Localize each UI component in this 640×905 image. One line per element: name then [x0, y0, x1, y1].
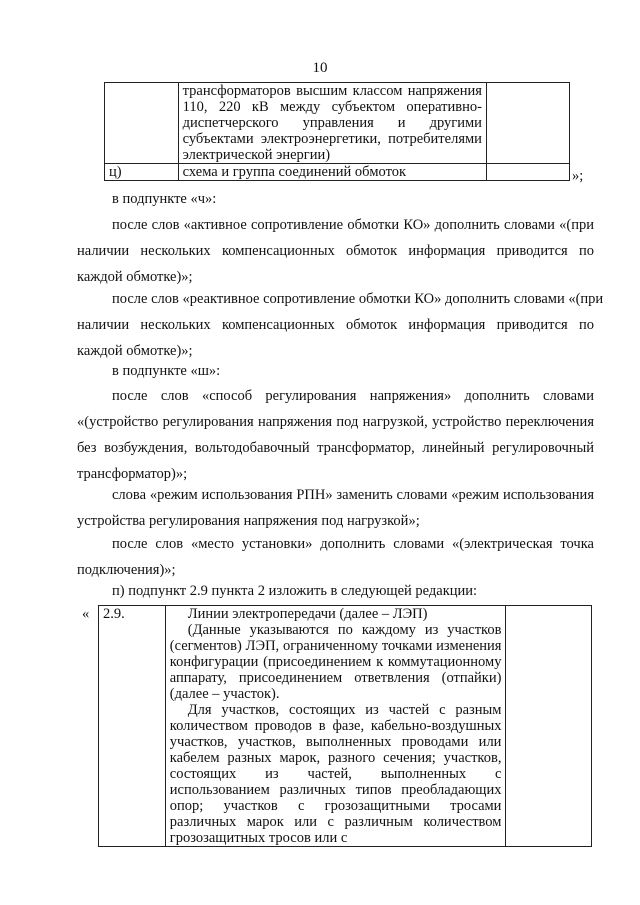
- paragraph-first-line: после слов «активное сопротивление обмотки КО» дополнить словами «(при: [112, 217, 594, 233]
- new-edition-table: [98, 605, 592, 847]
- row-code: ц): [105, 164, 179, 181]
- item-heading: Линии электропередачи (далее – ЛЭП): [187, 606, 428, 622]
- paragraph-continuation: наличии нескольких компенсационных обмоток информация приводится по каждой обмотке)»;: [77, 243, 594, 285]
- item-description: Для участков, состоящих из частей с разным количеством проводов в фазе, кабельно-воздушных участков, участков, выполненных проводами или кабелем разных марок, разного сечения; участков, состоящих из частей, выполненных с использованием различных типов преобладающих опор; участков с грозозащитными тросами различных марок или с различным количеством грозозащитных тросов или с: [169, 702, 502, 846]
- table-row: [105, 83, 570, 164]
- paragraph-continuation: «(устройство регулирования напряжения под нагрузкой, устройство переключения без возбуждения, вольтодобавочный трансформатор, линейный регулировочный трансформатор)»;: [77, 414, 594, 482]
- paragraph-continuation: подключения)»;: [77, 562, 176, 578]
- table-cell-empty: [486, 83, 569, 164]
- paragraph-voltage-regulation: [77, 383, 594, 487]
- table-cell-empty: [506, 606, 592, 847]
- table-row: [105, 164, 570, 181]
- closing-quote: »;: [572, 168, 584, 184]
- paragraph-rpn-mode: [77, 482, 594, 534]
- paragraph-reactive-resistance: [77, 286, 604, 364]
- paragraph-first-line: после слов «способ регулирования напряжения» дополнить словами: [112, 388, 594, 404]
- paragraph-item-p: п) подпункт 2.9 пункта 2 изложить в следующей редакции:: [112, 583, 478, 599]
- item-description: (Данные указываются по каждому из участков (сегментов) ЛЭП, ограниченному точками изменения конфигурации (присоединением к коммутационному аппарату, присоединением ответвления (отпайки) (далее – участок).: [169, 622, 502, 702]
- row-text: схема и группа соединений обмоток: [178, 164, 486, 181]
- page-number: 10: [312, 60, 328, 76]
- paragraph-subitem-sh: в подпункте «ш»:: [112, 363, 221, 379]
- paragraph-continuation: устройства регулирования напряжения под нагрузкой»;: [77, 513, 420, 529]
- paragraph-first-line: слова «режим использования РПН» заменить словами «режим использования: [112, 487, 594, 503]
- item-content: [165, 606, 506, 847]
- paragraph-first-line: после слов «реактивное сопротивление обмотки КО» дополнить словами «(при: [112, 291, 604, 307]
- table-cell-empty: [105, 83, 179, 164]
- continued-table: [104, 82, 570, 181]
- paragraph-first-line: после слов «место установки» дополнить словами «(электрическая точка: [112, 536, 594, 552]
- paragraph-continuation: наличии нескольких компенсационных обмоток информация приводится по каждой обмотке)»;: [77, 317, 594, 359]
- table-cell-empty: [486, 164, 569, 181]
- table-row: [99, 606, 592, 847]
- opening-quote: «: [82, 606, 90, 622]
- paragraph-active-resistance: [77, 212, 594, 290]
- item-number: 2.9.: [99, 606, 166, 847]
- paragraph-subitem-ch: в подпункте «ч»:: [112, 191, 217, 207]
- table-cell-text: трансформаторов высшим классом напряжения 110, 220 кВ между субъектом оперативно-диспетчерского управления и другими субъектами электроэнергетики, потребителями электрической энергии): [178, 83, 486, 164]
- paragraph-install-place: [77, 531, 594, 583]
